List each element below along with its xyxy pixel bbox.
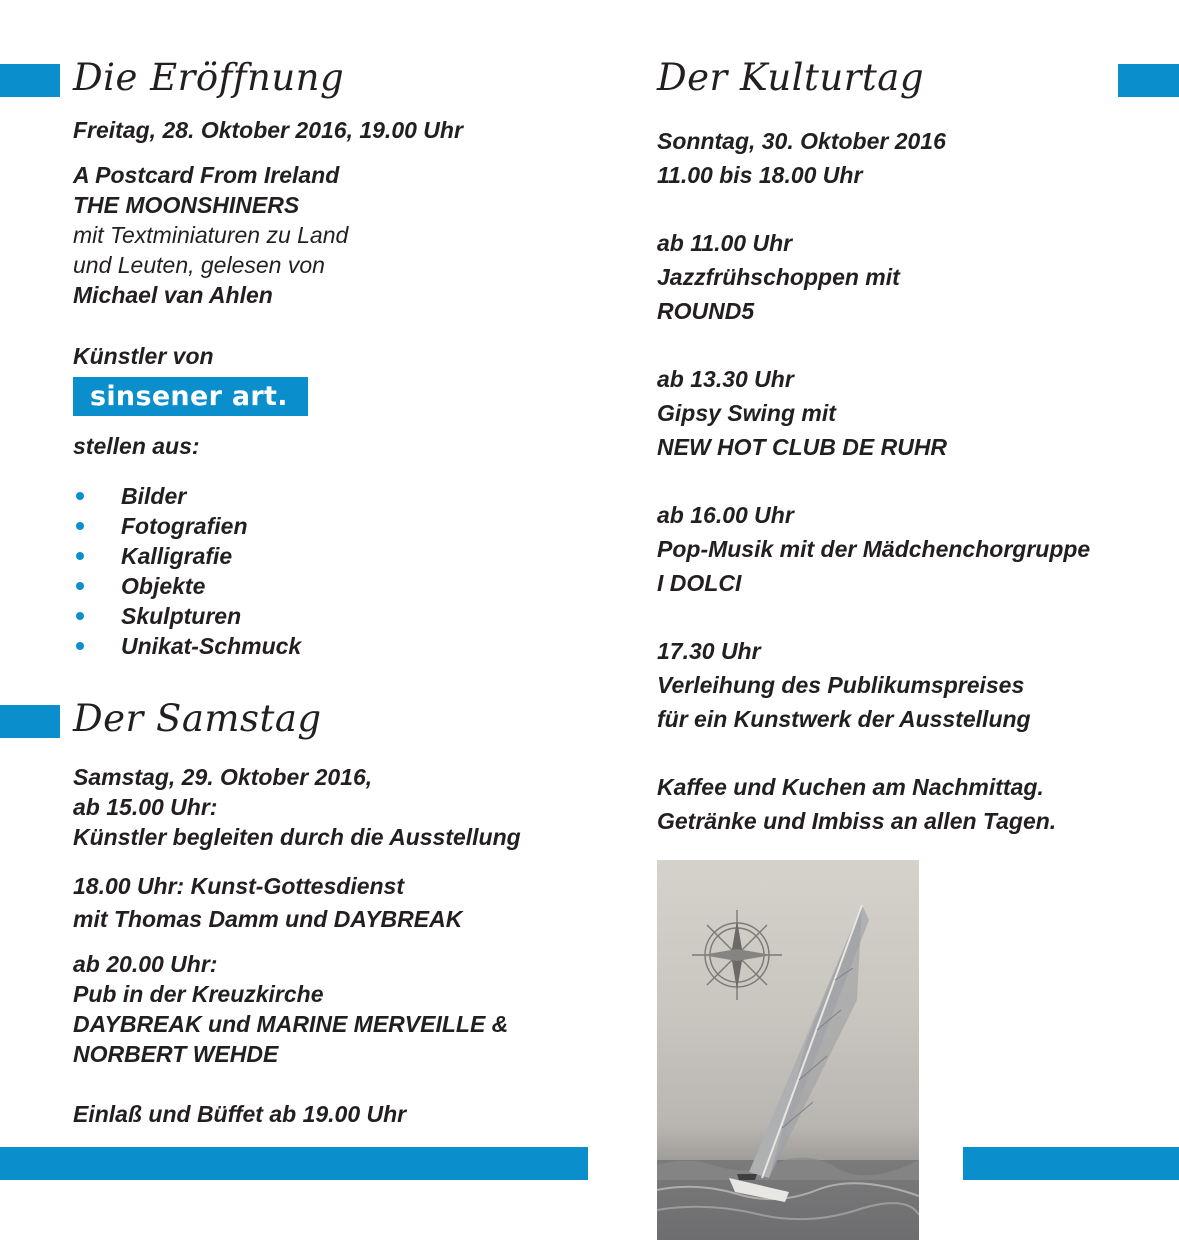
event-3-time: ab 16.00 Uhr <box>657 502 794 528</box>
bullet-icon <box>76 522 84 530</box>
bullet-icon <box>76 582 84 590</box>
kulturtag-hours: 11.00 bis 18.00 Uhr <box>657 162 863 188</box>
list-item: Unikat-Schmuck <box>73 631 593 661</box>
event-3-desc: Pop-Musik mit der Mädchenchorgruppe <box>657 536 1091 562</box>
samstag-line-2: ab 15.00 Uhr: <box>73 794 218 820</box>
samstag-line-9: NORBERT WEHDE <box>73 1041 279 1067</box>
list-item: Fotografien <box>73 511 593 541</box>
opening-desc-line-1: mit Textminiaturen zu Land <box>73 222 349 248</box>
event-2-band: NEW HOT CLUB DE RUHR <box>657 434 948 460</box>
samstag-heading: Der Samstag <box>73 697 322 740</box>
sailboat-illustration <box>657 860 919 1240</box>
kulturtag-date: Sonntag, 30. Oktober 2016 <box>657 128 946 154</box>
samstag-line-4: 18.00 Uhr: Kunst-Gottesdienst <box>73 873 404 899</box>
event-4-desc-1: Verleihung des Publikumspreises <box>657 672 1025 698</box>
event-1-time: ab 11.00 Uhr <box>657 230 793 256</box>
kulturtag-section <box>657 124 1157 838</box>
opening-desc-line-2: und Leuten, gelesen von <box>73 252 325 278</box>
samstag-line-7: Pub in der Kreuzkirche <box>73 981 324 1007</box>
opening-section <box>73 115 593 661</box>
list-item: Bilder <box>73 481 593 511</box>
sinsener-art-logo: sinsener art. <box>73 377 308 416</box>
opening-event-title: A Postcard From Ireland <box>73 162 340 188</box>
note-2: Getränke und Imbiss an allen Tagen. <box>657 808 1057 834</box>
compass-rose-icon <box>692 910 782 1000</box>
bullet-icon <box>76 642 84 650</box>
exhibit-list <box>73 481 593 661</box>
samstag-line-8: DAYBREAK und MARINE MERVEILLE & <box>73 1011 509 1037</box>
exhibit-label: stellen aus: <box>73 433 200 459</box>
samstag-line-1: Samstag, 29. Oktober 2016, <box>73 764 373 790</box>
event-1-band: ROUND5 <box>657 298 755 324</box>
opening-reader: Michael van Ahlen <box>73 282 273 308</box>
list-item: Skulpturen <box>73 601 593 631</box>
samstag-line-6: ab 20.00 Uhr: <box>73 951 218 977</box>
note-1: Kaffee und Kuchen am Nachmittag. <box>657 774 1044 800</box>
kulturtag-heading: Der Kulturtag <box>657 56 924 99</box>
list-item: Kalligrafie <box>73 541 593 571</box>
opening-heading: Die Eröffnung <box>73 56 345 99</box>
event-3-band: I DOLCI <box>657 570 742 596</box>
samstag-line-5: mit Thomas Damm und DAYBREAK <box>73 906 463 932</box>
opening-date: Freitag, 28. Oktober 2016, 19.00 Uhr <box>73 117 463 143</box>
bullet-icon <box>76 552 84 560</box>
event-4-time: 17.30 Uhr <box>657 638 761 664</box>
event-1-desc: Jazzfrühschoppen mit <box>657 264 900 290</box>
footer-bar-left <box>0 1147 588 1180</box>
samstag-section <box>73 762 593 1129</box>
list-item: Objekte <box>73 571 593 601</box>
bullet-icon <box>76 612 84 620</box>
footer-bar-right <box>963 1147 1179 1180</box>
accent-bar-opening <box>0 64 60 97</box>
opening-band: THE MOONSHINERS <box>73 192 300 218</box>
accent-bar-kulturtag <box>1118 64 1179 97</box>
sailboat-painting <box>657 860 919 1240</box>
event-2-time: ab 13.30 Uhr <box>657 366 794 392</box>
event-4-desc-2: für ein Kunstwerk der Ausstellung <box>657 706 1031 732</box>
bullet-icon <box>76 492 84 500</box>
samstag-line-10: Einlaß und Büffet ab 19.00 Uhr <box>73 1101 407 1127</box>
accent-bar-samstag <box>0 705 60 738</box>
event-2-desc: Gipsy Swing mit <box>657 400 836 426</box>
samstag-line-3: Künstler begleiten durch die Ausstellung <box>73 824 521 850</box>
artists-from-label: Künstler von <box>73 343 214 369</box>
